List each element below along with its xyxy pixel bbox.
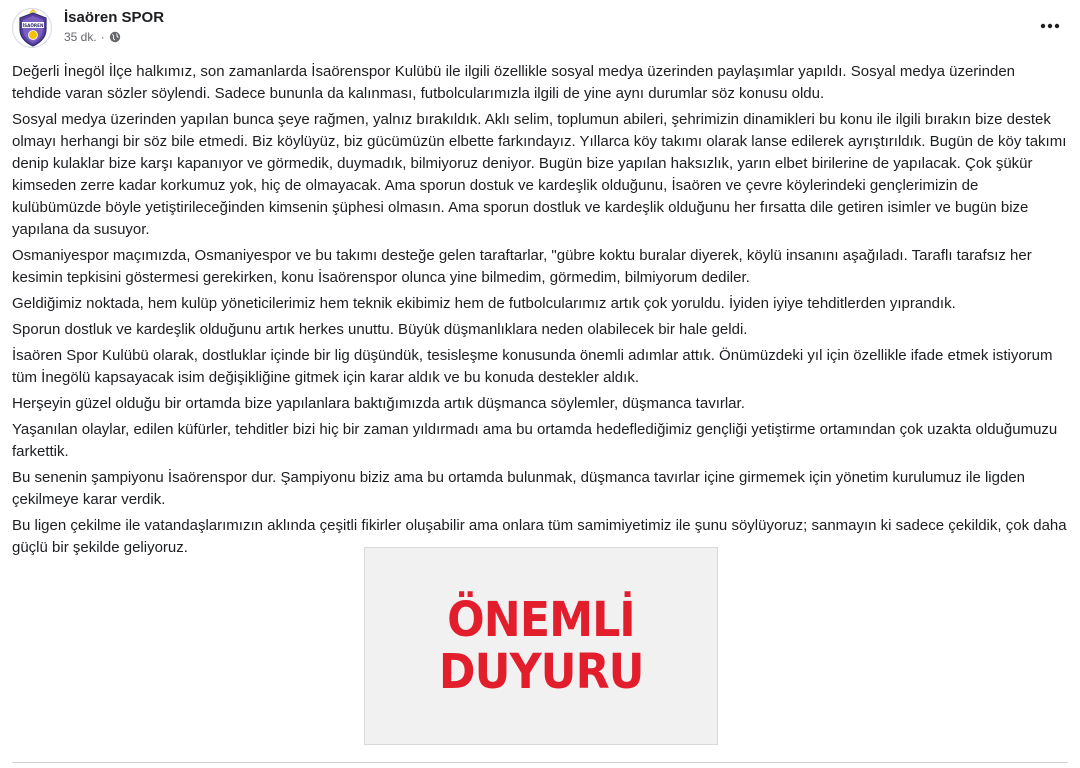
club-logo-avatar[interactable] <box>12 8 52 48</box>
post-paragraph: Değerli İnegöl İlçe halkımız, son zamanlarda İsaörenspor Kulübü ile ilgili özellikle sosyal medya üzerinden paylaşımlar yapıldı. Sosyal medya üzerinden tehdide varan sözler söylendi. Sadece bununla da kalınması, futbolcularımızla ilgili de yine aynı durumlar söz konusu oldu. <box>12 63 1016 102</box>
globe-icon <box>109 31 121 43</box>
post-body <box>12 61 1068 563</box>
post-paragraph: Bu senenin şampiyonu İsaörenspor dur. Şampiyonu biziz ama bu ortamda bulunmak, düşmanca tavırlar içine girmemek için yönetim kurulumuz ile ligden çekilmeye karar verdik. <box>12 469 1025 508</box>
post-author-name[interactable]: İsaören SPOR <box>64 9 165 26</box>
post-paragraph: İsaören Spor Kulübü olarak, dostluklar içinde bir lig düşündük, tesisleşme konusunda önemli adımlar attık. Önümüzdeki yıl için özellikle ifade etmek istiyorum tüm İnegölü kapsayacak isim değişikliğine gitmek için karar aldık ve bu konuda destekler aldık. <box>12 347 1053 386</box>
important-announcement-image[interactable] <box>364 547 718 745</box>
announcement-line-2: DUYURU <box>438 644 644 700</box>
more-options-icon[interactable] <box>1032 10 1068 42</box>
post-paragraph: Geldiğimiz noktada, hem kulüp yöneticilerimiz hem teknik ekibimiz hem de futbolcularımız artık çok yoruldu. İyiden iyiye tehditlerden yıprandık. <box>12 295 956 312</box>
post-paragraph: Sporun dostluk ve kardeşlik olduğunu artık herkes unuttu. Büyük düşmanlıklara neden olabilecek bir hale geldi. <box>12 321 748 338</box>
post-paragraph: Bu ligen çekilme ile vatandaşlarımızın aklında çeşitli fikirler oluşabilir ama onlara tüm samimiyetimiz ile şunu söylüyoruz; sanmayın ki sadece çekildik, çok daha güçlü bir şekilde geliyoruz. <box>12 517 1067 556</box>
svg-text:İSAÖREN: İSAÖREN <box>22 23 44 28</box>
post-meta <box>64 30 121 44</box>
announcement-line-1: ÖNEMLİ <box>447 592 635 648</box>
post-paragraph: Osmaniyespor maçımızda, Osmaniyespor ve bu takımı desteğe gelen taraftarlar, "gübre koktu buralar diyerek, köylü insanını aşağıladı. Taraflı tarafsız her kesimin tepkisini göstermesi gerekirken, konu İsaörenspor olunca yine bilmedim, görmedim, bilmiyorum dediler. <box>12 247 1032 286</box>
post-paragraph: Yaşanılan olaylar, edilen küfürler, tehditler bizi hiç bir zaman yıldırmadı ama bu ortamda hedeflediğimiz gençliği yetiştirme ortamından çok uzakta olduğumuzu farkettik. <box>12 421 1058 460</box>
post-timestamp[interactable]: 35 dk. <box>64 30 97 44</box>
post-paragraph: Herşeyin güzel olduğu bir ortamda bize yapılanlara baktığımızda artık düşmanca söylemler, düşmanca tavırlar. <box>12 395 745 412</box>
meta-separator: · <box>100 30 105 44</box>
post-header <box>12 6 1068 50</box>
post-divider <box>12 762 1068 763</box>
post-paragraph: Sosyal medya üzerinden yapılan bunca şeye rağmen, yalnız bırakıldık. Aklı selim, toplumun abileri, şehrimizin dinamikleri bu konu ile ilgili bırakın bize destek olmayı herhangi bir söz bile etmedi. Biz köylüyüz, biz gücümüzün elbette farkındayız. Yıllarca köy takımı olarak lanse edilerek ayrıştırıldık. Bugün de köy takımı denip kulaklar bize karşı kapanıyor ve görmedik, duymadık, bilmiyoruz deniyor. Bugün bize yapılan haksızlık, yarın elbet birilerine de yapılacak. Çok şükür kimseden zerre kadar korkumuz yok, hiç de olmayacak. Ama sporun dostuk ve kardeşlik olduğunu, İsaören ve çevre köylerindeki gençlerimizin de kulübümüzde böyle yetiştirileceğinden kimsenin şüphesi olmasın. Ama sporun dostluk ve kardeşlik olduğunu her fırsatta dile getiren isimler ve bugün bize yapılana da susuyor. <box>12 111 1067 238</box>
